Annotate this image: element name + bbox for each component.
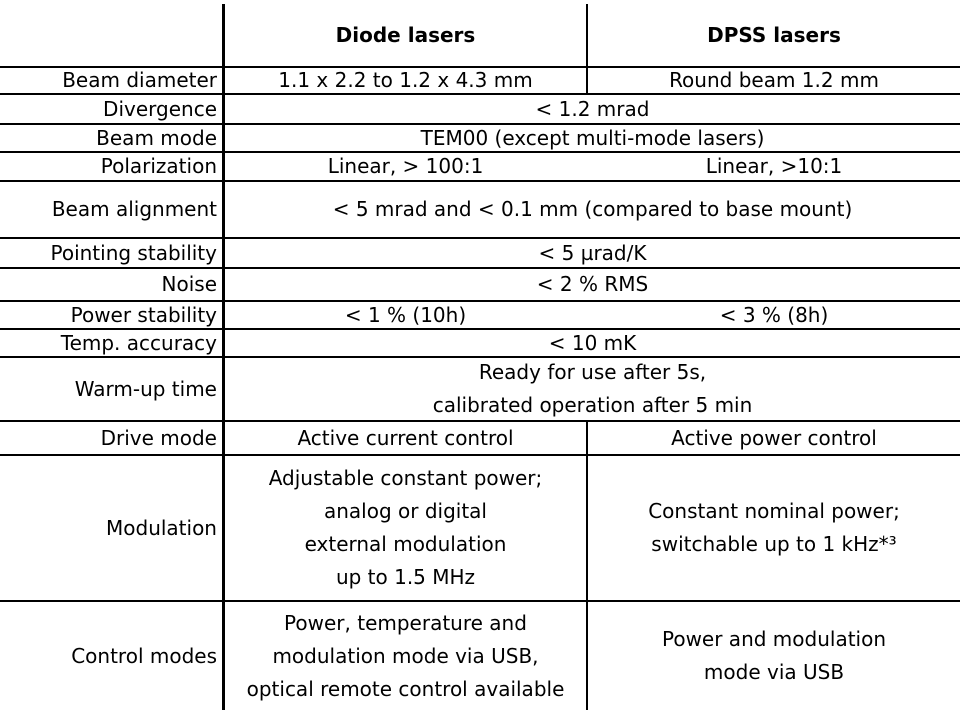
modulation-dpss-line: switchable up to 1 kHz*³ <box>651 532 897 556</box>
divergence-value: < 1.2 mrad <box>535 96 650 121</box>
warm-up-line: Ready for use after 5s, <box>478 360 707 384</box>
beam-diameter-diode: 1.1 x 2.2 to 1.2 x 4.3 mm <box>278 68 533 92</box>
row-label-noise: Noise <box>161 272 217 296</box>
modulation-diode-line: analog or digital <box>323 499 487 523</box>
control-modes-diode-line: modulation mode via USB, <box>272 643 539 668</box>
polarization-dpss: Linear, >10:1 <box>705 154 843 178</box>
pointing-stability-value: < 5 µrad/K <box>538 240 647 265</box>
row-label-drive-mode: Drive mode <box>100 425 217 450</box>
drive-mode-diode: Active current control <box>297 425 514 450</box>
control-modes-diode <box>225 602 586 710</box>
control-modes-diode-line: optical remote control available <box>246 676 565 701</box>
row-label-beam-alignment: Beam alignment <box>51 197 217 221</box>
modulation-dpss <box>588 456 960 600</box>
beam-alignment-value: < 5 mrad and < 0.1 mm (compared to base mount) <box>332 197 853 221</box>
modulation-diode <box>225 456 586 600</box>
modulation-diode-line: up to 1.5 MHz <box>335 565 476 589</box>
polarization-diode: Linear, > 100:1 <box>327 154 484 178</box>
warm-up-time-value <box>225 358 960 420</box>
header-diode-lasers: Diode lasers <box>335 22 476 47</box>
power-stability-diode: < 1 % (10h) <box>344 302 467 327</box>
temp-accuracy-value: < 10 mK <box>548 330 637 355</box>
noise-value: < 2 % RMS <box>536 272 649 296</box>
drive-mode-dpss: Active power control <box>671 425 877 450</box>
warm-up-line: calibrated operation after 5 min <box>432 393 753 417</box>
row-label-beam-diameter: Beam diameter <box>62 68 217 92</box>
row-label-warm-up-time: Warm-up time <box>74 376 217 401</box>
row-label-control-modes: Control modes <box>71 643 217 668</box>
beam-diameter-dpss: Round beam 1.2 mm <box>669 68 879 92</box>
control-modes-dpss <box>588 602 960 710</box>
header-dpss-lasers: DPSS lasers <box>707 22 841 47</box>
control-modes-diode-line: Power, temperature and <box>284 610 527 635</box>
control-modes-dpss-line: Power and modulation <box>661 627 887 651</box>
row-label-polarization: Polarization <box>100 154 217 178</box>
control-modes-dpss-line: mode via USB <box>703 660 845 684</box>
modulation-dpss-line: Constant nominal power; <box>648 499 900 523</box>
modulation-diode-line: Adjustable constant power; <box>268 466 543 490</box>
row-label-pointing-stability: Pointing stability <box>50 240 217 265</box>
row-label-modulation: Modulation <box>106 515 217 540</box>
row-label-temp-accuracy: Temp. accuracy <box>60 330 217 355</box>
row-label-divergence: Divergence <box>103 96 217 121</box>
row-label-power-stability: Power stability <box>70 302 217 327</box>
power-stability-dpss: < 3 % (8h) <box>719 302 829 327</box>
row-label-beam-mode: Beam mode <box>96 125 217 150</box>
beam-mode-value: TEM00 (except multi-mode lasers) <box>420 125 765 150</box>
modulation-diode-line: external modulation <box>304 532 507 556</box>
